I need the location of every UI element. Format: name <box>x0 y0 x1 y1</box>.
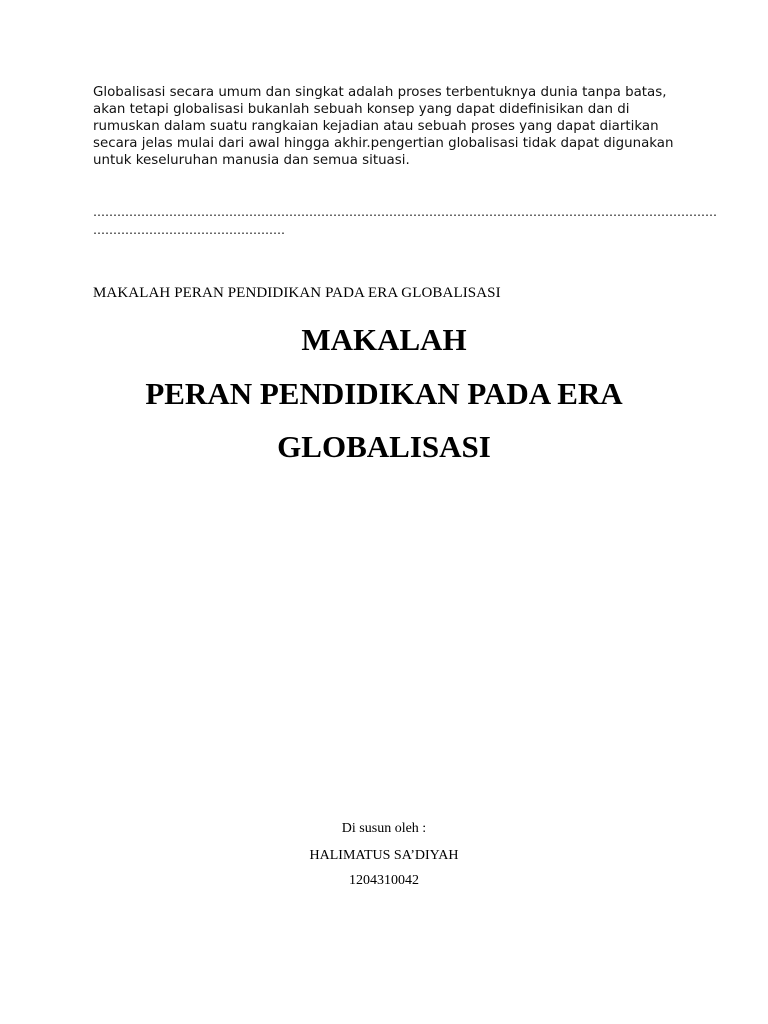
student-id: 1204310042 <box>349 873 419 888</box>
author-label: Di susun oleh : <box>341 821 427 836</box>
intro-paragraph: Globalisasi secara umum dan singkat adalah proses terbentuknya dunia tanpa batas, akan tetapi globalisasi bukanlah sebuah konsep yang dapat didefinisikan dan di rumuskan dalam suatu rangkaian kejadian atau sebuah proses yang dapat diartikan secara jelas mulai dari awal hingga akhir.pengertian globalisasi tidak dapat digunakan untuk keseluruhan manusia dan semua situasi. <box>93 85 674 168</box>
ellipsis-line: ………………………………………… <box>93 223 285 237</box>
title-line-1: MAKALAH <box>301 322 467 357</box>
title-line-3: GLOBALISASI <box>277 429 491 464</box>
document-heading: MAKALAH PERAN PENDIDIKAN PADA ERA GLOBALISASI <box>93 285 501 301</box>
title-line-2: PERAN PENDIDIKAN PADA ERA <box>145 376 623 411</box>
author-name: HALIMATUS SA’DIYAH <box>309 848 459 863</box>
ellipsis-line: ………………………………………………………………………………………………………………………………………… <box>93 205 717 219</box>
